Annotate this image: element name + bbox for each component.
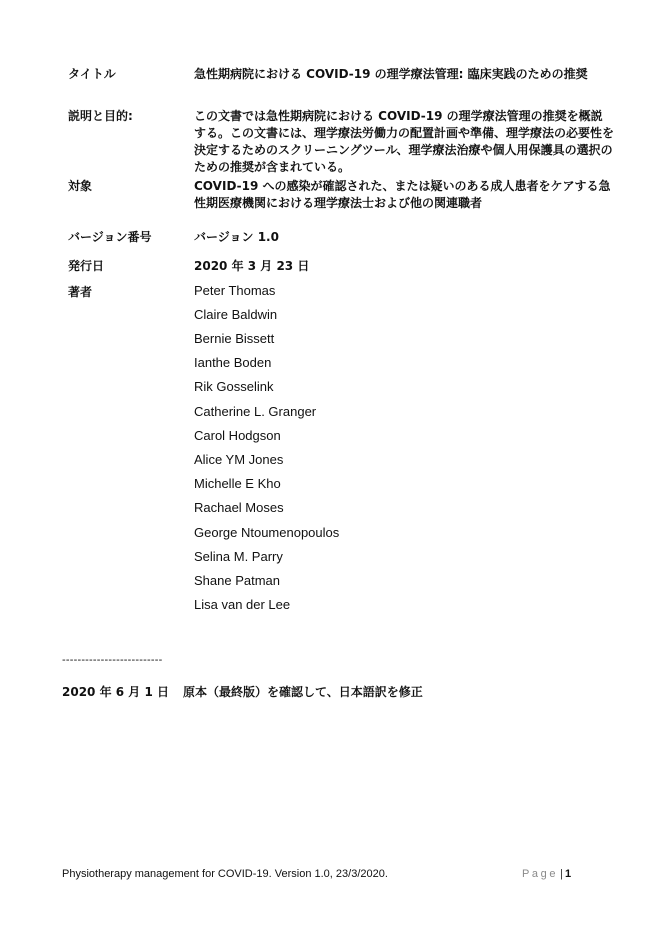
target-label: 対象 bbox=[68, 179, 93, 193]
page-separator: | bbox=[560, 868, 563, 880]
author-name: Rik Gosselink bbox=[194, 379, 274, 394]
issue-date-value: 2020 年 3 月 23 日 bbox=[194, 259, 310, 273]
title-label: タイトル bbox=[68, 67, 116, 81]
revision-date: 2020 年 6 月 1 日 bbox=[62, 685, 169, 699]
page-word: Page bbox=[522, 868, 559, 880]
revision-note: 原本（最終版）を確認して、日本語訳を修正 bbox=[183, 685, 423, 699]
description-label: 説明と目的: bbox=[68, 109, 133, 123]
author-name: Lisa van der Lee bbox=[194, 597, 291, 612]
title-value: 急性期病院における COVID-19 の理学療法管理: 臨床実践のための推奨 bbox=[194, 67, 588, 81]
issue-date-label: 発行日 bbox=[68, 259, 105, 273]
author-name: Selina M. Parry bbox=[194, 549, 283, 564]
author-name: George Ntoumenopoulos bbox=[194, 525, 340, 540]
page-indicator bbox=[522, 868, 571, 880]
author-name: Shane Patman bbox=[194, 573, 281, 588]
version-value: バージョン 1.0 bbox=[194, 230, 279, 244]
author-name: Claire Baldwin bbox=[194, 307, 278, 322]
author-name: Peter Thomas bbox=[194, 283, 276, 298]
version-label: バージョン番号 bbox=[68, 230, 152, 244]
section-separator: -------------------------- bbox=[62, 654, 163, 666]
author-name: Rachael Moses bbox=[194, 500, 284, 515]
authors-label: 著者 bbox=[68, 285, 93, 299]
description-value: この文書では急性期病院における COVID-19 の理学療法管理の推奨を概説する。この文書には、理学療法労働力の配置計画や準備、理学療法の必要性を決定するためのスクリーニングツール、理学療法治療や個人用保護具の選択のための推奨が含まれている。 bbox=[194, 109, 615, 174]
author-name: Carol Hodgson bbox=[194, 428, 281, 443]
author-name: Bernie Bissett bbox=[194, 331, 275, 346]
author-name: Catherine L. Granger bbox=[194, 404, 317, 419]
author-name: Ianthe Boden bbox=[194, 355, 272, 370]
footer-text: Physiotherapy management for COVID-19. Version 1.0, 23/3/2020. bbox=[62, 868, 388, 880]
author-name: Michelle E Kho bbox=[194, 476, 281, 491]
target-value: COVID-19 への感染が確認された、または疑いのある成人患者をケアする急性期医療機関における理学療法士および他の関連職者 bbox=[194, 179, 611, 210]
page-number: 1 bbox=[564, 868, 572, 880]
author-name: Alice YM Jones bbox=[194, 452, 284, 467]
